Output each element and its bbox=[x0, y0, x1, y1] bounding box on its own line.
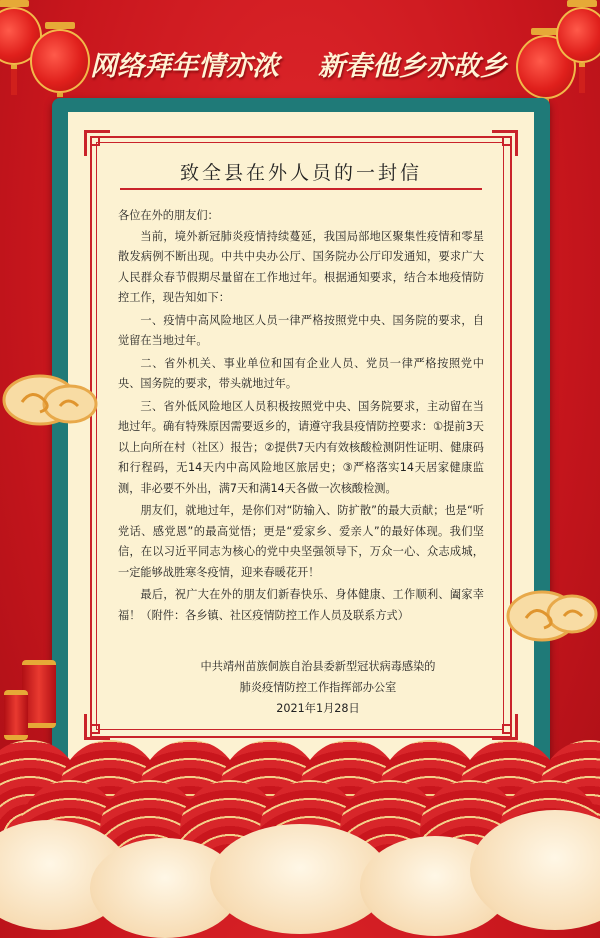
letter-paragraph: 最后，祝广大在外的朋友们新春快乐、身体健康、工作顺利、阖家幸福！（附件：各乡镇、社区疫情防控工作人员及联系方式） bbox=[118, 588, 484, 622]
letter-greeting: 各位在外的朋友们： bbox=[118, 209, 219, 222]
signature-line1: 中共靖州苗族侗族自治县委新型冠状病毒感染的 bbox=[200, 660, 436, 673]
signature-line2: 肺炎疫情防控工作指挥部办公室 bbox=[239, 681, 397, 694]
letter-paragraph: 朋友们，就地过年，是你们对“防输入、防扩散”的最大贡献；也是“听党话、感党恩”的最高觉悟；更是“爱家乡、爱亲人”的最好体现。我们坚信，在以习近平同志为核心的党中央坚强领导下，万众一心、众志成城，一定能够战胜寒冬疫情，迎来春暖花开！ bbox=[118, 504, 484, 579]
slogan-right: 新春他乡亦故乡 bbox=[318, 51, 507, 82]
letter-paragraph: 二、省外机关、事业单位和国有企业人员、党员一律严格按照党中央、国务院的要求，带头就地过年。 bbox=[118, 356, 484, 390]
corner-ornament bbox=[502, 724, 512, 734]
letter-body bbox=[118, 206, 484, 626]
cloud-icon bbox=[496, 574, 600, 646]
corner-ornament bbox=[90, 136, 100, 146]
bottom-clouds bbox=[0, 780, 600, 900]
corner-ornament bbox=[502, 136, 512, 146]
corner-ornament bbox=[90, 724, 100, 734]
cloud-icon bbox=[0, 360, 112, 430]
letter-paragraph: 当前，境外新冠肺炎疫情持续蔓延，我国局部地区聚集性疫情和零星散发病例不断出现。中共中央办公厅、国务院办公厅印发通知，要求广大人民群众春节假期尽量留在工作地过年。根据通知要求，结合本地疫情防控工作，现告知如下： bbox=[118, 229, 484, 304]
header-slogan bbox=[0, 44, 600, 84]
firecracker-icon bbox=[4, 690, 28, 740]
title-divider bbox=[120, 188, 482, 190]
slogan-left: 网络拜年情亦浓 bbox=[90, 51, 279, 82]
letter-paragraph: 三、省外低风险地区人员积极按照党中央、国务院要求，主动留在当地过年。确有特殊原因需要返乡的，请遵守我县疫情防控要求：①提前3天以上向所在村（社区）报告；②提供7天内有效核酸检测阴性证明、健康码和行程码，无14天内中高风险地区旅居史；③严格落实14天居家健康监测，非必要不外出，满7天和满14天各做一次核酸检测。 bbox=[118, 399, 484, 495]
letter-paragraph: 一、疫情中高风险地区人员一律严格按照党中央、国务院的要求，自觉留在当地过年。 bbox=[118, 313, 484, 347]
letter-title: 致全县在外人员的一封信 bbox=[179, 162, 422, 184]
signature-date: 2021年1月28日 bbox=[276, 702, 360, 715]
lantern-icon bbox=[556, 0, 600, 93]
letter-signature bbox=[168, 656, 468, 719]
